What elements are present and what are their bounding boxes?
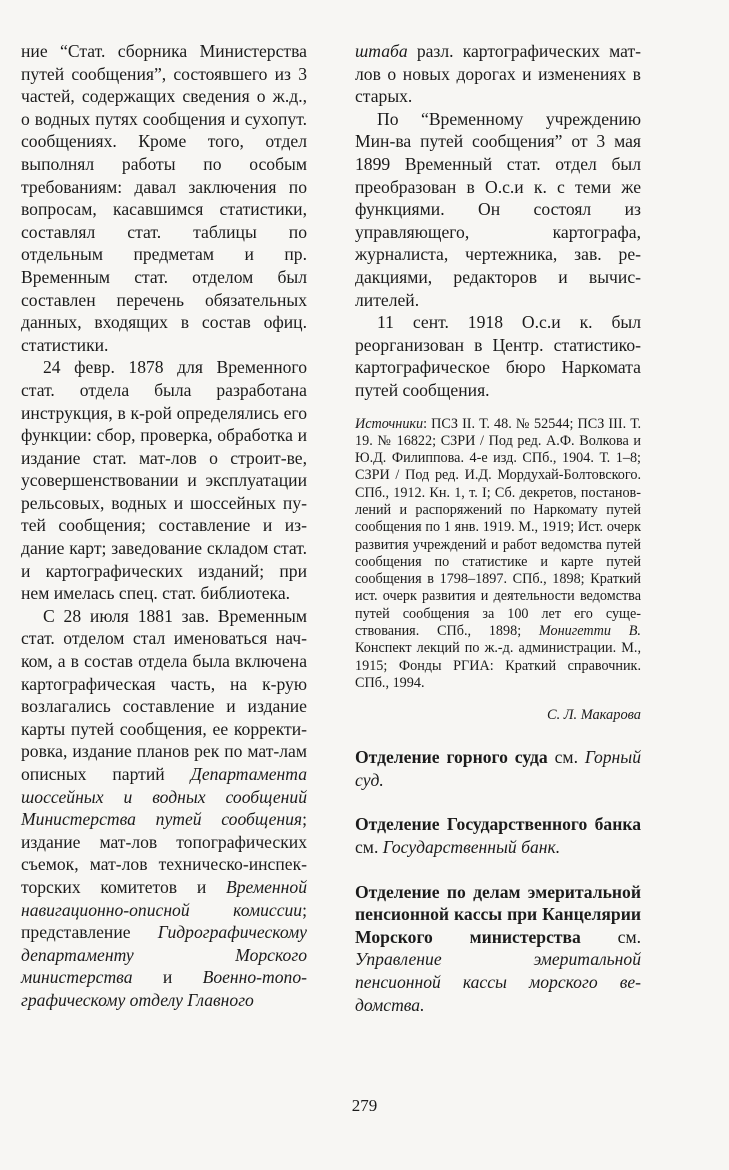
- page-number: 279: [351, 1096, 378, 1115]
- text: : ПСЗ II. Т. 48. № 52544; ПСЗ III. Т. 19. № 16822; СЗРИ / Под ред. А.Ф. Волкова и Ю.Д. Филиппова. 4-е изд. СПб., 1904. Т. 1–8; СЗРИ / Под ред. И.Д. Мордухай-Болтовского. СПб., 1912. Кн. 1, т. I; Сб. декретов, постановлений и распоряжений по Наркомату путей сообщения по 1 янв. 1919. М., 1919; Ист. очерк развития учреждений и работ ведомства путей сообщения по статистике и карте путей сообщения в 1798–1897. СПб., 1898; Краткий ист. очерк развития и деятельности ведомства путей сообщения за 100 лет его существования. СПб., 1898;: [355, 415, 641, 640]
- text: и: [132, 967, 203, 988]
- left-column: [21, 40, 307, 1012]
- cross-reference-entry: [355, 813, 641, 858]
- text: ; представление: [21, 899, 307, 943]
- entry-title: Отделение Государственного банка: [355, 814, 641, 835]
- sources-block: [355, 416, 641, 693]
- sources-label: Источники: [355, 415, 424, 432]
- entry-title: Отделение горного суда: [355, 747, 548, 768]
- italic-term: Гидрографическому департаменту Морского министерства: [21, 922, 307, 988]
- italic-author: Монигетти В.: [538, 623, 641, 640]
- paragraph: ние “Стат. сборника Министерства путей сообщения”, состоявшего из 3 частей, содержащих сведения о ж.д., о водных путях сообщения и сухопут. сообщениях. Кроме того, отдел выполнял работы по особым требованиям: давал заключения по вопросам, касавшимся статистики, составлял стат. таблицы по отдельным предметам и пр. Временным стат. отделом был составлен перечень обязательных данных, входящих в состав офиц. статистики.: [21, 41, 307, 355]
- cross-reference-entry: [355, 746, 641, 791]
- paragraph: 24 февр. 1878 для Временного стат. отдела была разработана инструкция, в к-рой определялись его функции: сбор, проверка, обработка и издание стат. мат-лов о строит-ве, усовершенствовании и эксплуатации рельсовых, водных и шоссейных путей сообщения; составление и издание карт; заведование складом стат. и картографических изданий; при нем имелась спец. стат. библиотека.: [21, 357, 307, 604]
- entry-reference: Горный суд.: [355, 747, 641, 790]
- paragraph: [21, 605, 307, 1012]
- text: Конспект лекций по ж.-д. администрации. М., 1915; Фонды РГИА: Краткий справочник. СПб., 1994.: [355, 640, 641, 691]
- entry-reference: Управление эмеритальной пенсионной кассы морского ведомства.: [355, 949, 641, 1015]
- paragraph: По “Временному учреждению Мин-ва путей сообщения” от 3 мая 1899 Временный стат. отдел был преобразован в О.с.и к. с теми же функциями. Он состоял из управляющего, картографа, журналиста, чертежника, зав. редакциями, редакторов и вычислителей.: [355, 108, 641, 310]
- article-author: С. Л. Макарова: [546, 707, 641, 724]
- text: см.: [547, 747, 585, 768]
- text: ; издание мат-лов топографических съемок, мат-лов техническо-инспекторских комитетов и: [21, 809, 307, 897]
- text: разл. картографических мат-лов о новых дорогах и изменениях в старых.: [355, 41, 641, 107]
- italic-term: Департамента шоссейных и водных сообщений Министерства путей сообщения: [21, 764, 307, 830]
- italic-term: Военно-топографическому отделу Главного: [21, 967, 307, 1010]
- text: см.: [580, 926, 641, 947]
- entry-reference: Государственный банк.: [382, 837, 561, 858]
- text: см.: [355, 837, 383, 858]
- entry-title: Отделение по делам эмеритальной пенсионной кассы при Канцелярии Морского министерства: [355, 881, 641, 947]
- paragraph: 11 сент. 1918 О.с.и к. был реорганизован в Центр. статистико-картографическое бюро Наркомата путей сообщения.: [355, 312, 641, 400]
- paragraph: [355, 40, 641, 108]
- italic-term: штаба: [355, 41, 408, 61]
- right-column: [355, 40, 641, 1016]
- italic-term: Временной навигационно-описной комиссии: [21, 876, 307, 920]
- text: С 28 июля 1881 зав. Временным стат. отделом стал именоваться нач-ком, а в состав отдела была включена картографическая часть, на к-рую возлагались составление и издание карты путей сообщения, ее корректировка, издание планов рек по мат-лам описных партий: [21, 605, 307, 784]
- cross-reference-entry: [355, 881, 641, 1017]
